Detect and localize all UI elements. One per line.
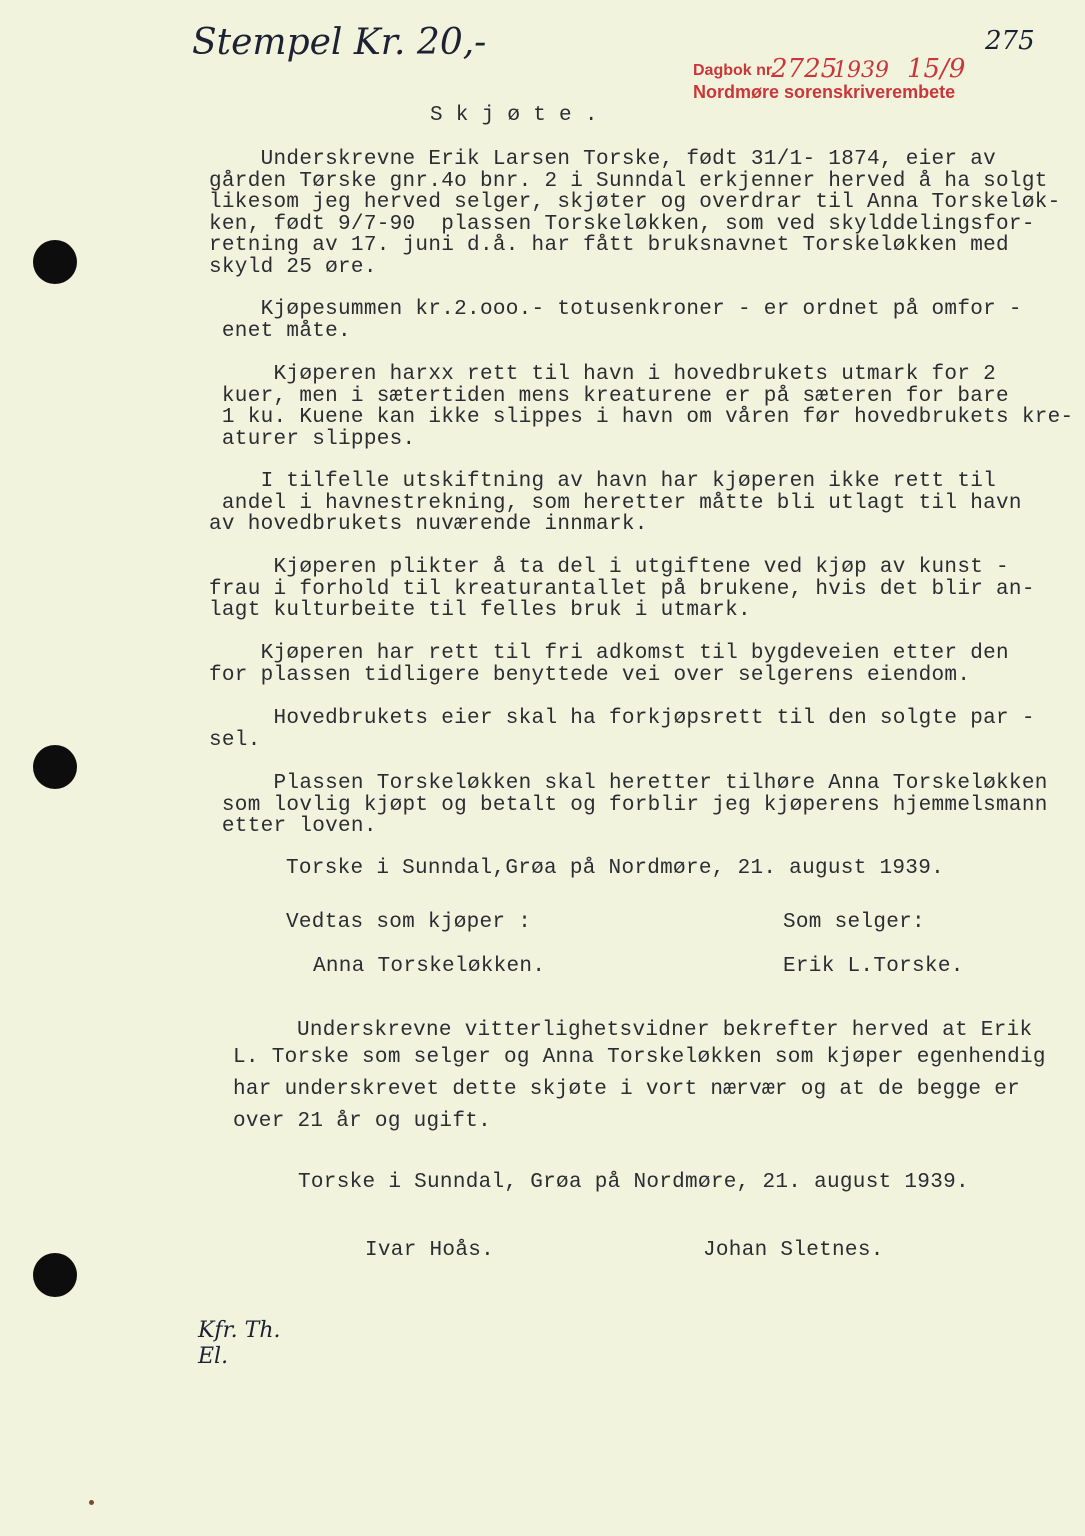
text-line: sel. xyxy=(209,728,261,752)
paragraph-7 xyxy=(209,708,1035,751)
paragraph-8 xyxy=(209,773,1048,838)
place-date-1: Torske i Sunndal,Grøa på Nordmøre, 21. august 1939. xyxy=(286,857,945,880)
registry-year: 1939 xyxy=(833,58,889,83)
paragraph-2 xyxy=(209,299,1022,342)
paragraph-5 xyxy=(209,557,1035,622)
seller-label: Som selger: xyxy=(783,911,925,934)
witness-paragraph xyxy=(233,1020,1046,1138)
text-line: Kjøpesummen kr.2.ooo.- totusenkroner - er ordnet på omfor - xyxy=(209,298,1022,321)
text-line: 1 ku. Kuene kan ikke slippes i havn om våren før hovedbrukets kre- xyxy=(209,406,1074,429)
paragraph-1 xyxy=(209,149,1061,278)
registry-office: Nordmøre sorenskriverembete xyxy=(693,82,956,102)
text-line: av hovedbrukets nuværende innmark. xyxy=(209,513,648,536)
text-line: Kjøperen plikter å ta del i utgiftene ved kjøp av kunst - xyxy=(209,556,1009,579)
punch-hole-bottom xyxy=(33,1253,77,1297)
registry-number: 2725 xyxy=(771,54,838,84)
margin-note: Kfr. Th. El. xyxy=(198,1318,281,1369)
text-line: gården Tørske gnr.4o bnr. 2 i Sunndal erkjenner herved å ha solgt xyxy=(209,169,1048,193)
buyer-label: Vedtas som kjøper : xyxy=(286,911,532,934)
document-title: S k j ø t e . xyxy=(430,104,598,127)
paragraph-4 xyxy=(209,471,1022,536)
paragraph-3 xyxy=(209,364,1073,450)
text-line: Plassen Torskeløkken skal heretter tilhøre Anna Torskeløkken xyxy=(209,772,1048,795)
registry-stamp xyxy=(693,54,966,103)
registry-stamp-line1: Dagbok nr. xyxy=(693,62,776,79)
text-line: Hovedbrukets eier skal ha forkjøpsrett til den solgte par - xyxy=(209,707,1035,730)
page-number: 275 xyxy=(985,26,1035,56)
registry-date: 15/9 xyxy=(907,54,966,84)
text-line: aturer slippes. xyxy=(209,427,416,451)
witness-2-name: Johan Sletnes. xyxy=(703,1239,884,1262)
text-line: I tilfelle utskiftning av havn har kjøperen ikke rett til xyxy=(209,470,997,493)
text-line: Kjøperen harxx rett til havn i hovedbrukets utmark for 2 xyxy=(209,363,997,386)
witness-1-name: Ivar Hoås. xyxy=(365,1239,495,1262)
text-line: over 21 år og ugift. xyxy=(233,1109,492,1133)
text-line: L. Torske som selger og Anna Torskeløkken som kjøper egenhendig xyxy=(233,1045,1046,1069)
seller-name: Erik L.Torske. xyxy=(783,955,964,978)
text-line: Kjøperen har rett til fri adkomst til bygdeveien etter den xyxy=(209,642,1009,665)
text-line: har underskrevet dette skjøte i vort nærvær og at de begge er xyxy=(233,1077,1021,1101)
punch-hole-middle xyxy=(33,745,77,789)
text-line: etter loven. xyxy=(209,815,377,838)
text-line: ken, født 9/7-90 plassen Torskeløkken, som ved skylddelingsfor- xyxy=(209,212,1035,236)
text-line: kuer, men i sætertiden mens kreaturene er på sæteren for bare xyxy=(209,384,1009,408)
paragraph-6 xyxy=(209,643,1009,686)
text-line: som lovlig kjøpt og betalt og forblir jeg kjøperens hjemmelsmann xyxy=(209,793,1048,817)
buyer-name: Anna Torskeløkken. xyxy=(313,955,546,978)
text-line: likesom jeg herved selger, skjøter og overdrar til Anna Torskeløk- xyxy=(209,191,1061,214)
text-line: lagt kulturbeite til felles bruk i utmark. xyxy=(209,599,751,622)
text-line: enet måte. xyxy=(209,319,351,343)
text-line: skyld 25 øre. xyxy=(209,255,377,279)
text-line: Underskrevne vitterlighetsvidner bekrefter herved at Erik xyxy=(297,1019,1033,1042)
ink-spot xyxy=(89,1500,94,1505)
text-line: retning av 17. juni d.å. har fått bruksnavnet Torskeløkken med xyxy=(209,234,1009,257)
text-line: Underskrevne Erik Larsen Torske, født 31/1- 1874, eier av xyxy=(209,148,997,171)
stamp-fee-note: Stempel Kr. 20,- xyxy=(192,22,487,63)
text-line: frau i forhold til kreaturantallet på brukene, hvis det blir an- xyxy=(209,577,1035,601)
place-date-2: Torske i Sunndal, Grøa på Nordmøre, 21. august 1939. xyxy=(298,1171,969,1194)
punch-hole-top xyxy=(33,240,77,284)
text-line: for plassen tidligere benyttede vei over selgerens eiendom. xyxy=(209,663,971,687)
text-line: andel i havnestrekning, som heretter måtte bli utlagt til havn xyxy=(209,491,1022,515)
